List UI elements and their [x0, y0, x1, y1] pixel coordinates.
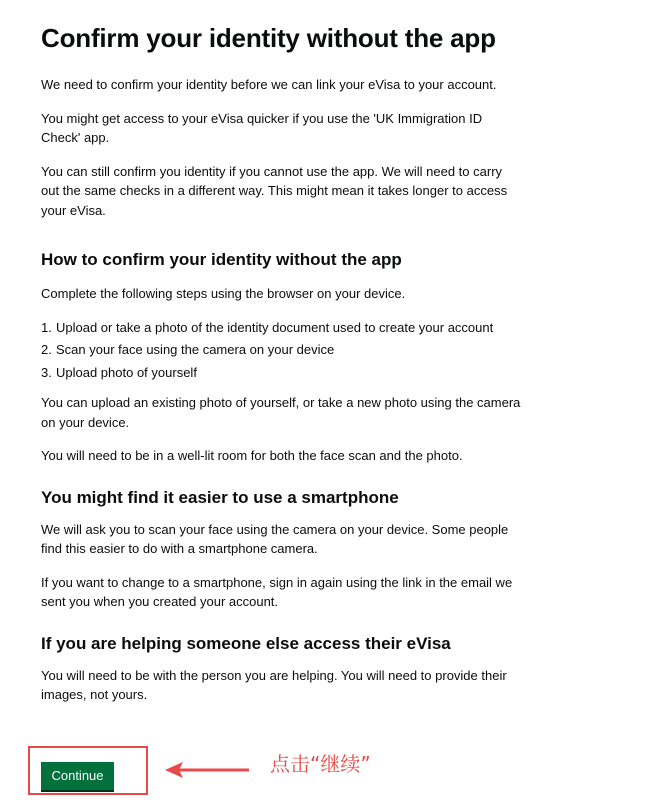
list-item	[41, 340, 521, 360]
step-text: Upload or take a photo of the identity document used to create your account	[56, 319, 494, 335]
list-item	[41, 318, 521, 338]
main-content	[41, 18, 521, 705]
heading-helping-someone: If you are helping someone else access their eVisa	[41, 633, 451, 653]
step-number: 1.	[41, 319, 52, 335]
heading-smartphone: You might find it easier to use a smartphone	[41, 487, 399, 507]
step-number: 3.	[41, 364, 52, 380]
continue-button[interactable]: Continue	[41, 762, 114, 790]
lighting-note: You will need to be in a well-lit room for both the face scan and the photo.	[41, 448, 463, 463]
heading-how-to-confirm: How to confirm your identity without the app	[41, 250, 402, 269]
smartphone-paragraph-1: We will ask you to scan your face using the camera on your device. Some people find this easier to do with a smartphone camera.	[41, 521, 509, 556]
step-number: 2.	[41, 342, 52, 357]
page-title: Confirm your identity without the app	[41, 23, 496, 53]
intro-paragraph-2: You might get access to your eVisa quicker if you use the 'UK Immigration ID Check' app.	[41, 110, 483, 145]
steps-list	[41, 318, 521, 383]
left-arrow-icon	[163, 758, 253, 782]
step-text: Upload photo of yourself	[56, 364, 197, 380]
steps-lead: Complete the following steps using the browser on your device.	[41, 286, 406, 301]
list-item	[41, 363, 521, 383]
step-text: Scan your face using the camera on your device	[56, 342, 335, 357]
intro-paragraph-1: We need to confirm your identity before we can link your eVisa to your account.	[41, 77, 497, 92]
intro-paragraph-3: You can still confirm you identity if you cannot use the app. We will need to carry out the same checks in a different way. This might mean it takes longer to access your eVisa.	[41, 163, 508, 218]
photo-note: You can upload an existing photo of yourself, or take a new photo using the camera on your device.	[41, 395, 521, 430]
annotation-label: 点击“继续”	[270, 752, 371, 776]
smartphone-paragraph-2: If you want to change to a smartphone, sign in again using the link in the email we sent you when you created your account.	[41, 574, 513, 609]
helping-paragraph: You will need to be with the person you are helping. You will need to provide their images, not yours.	[41, 667, 507, 702]
